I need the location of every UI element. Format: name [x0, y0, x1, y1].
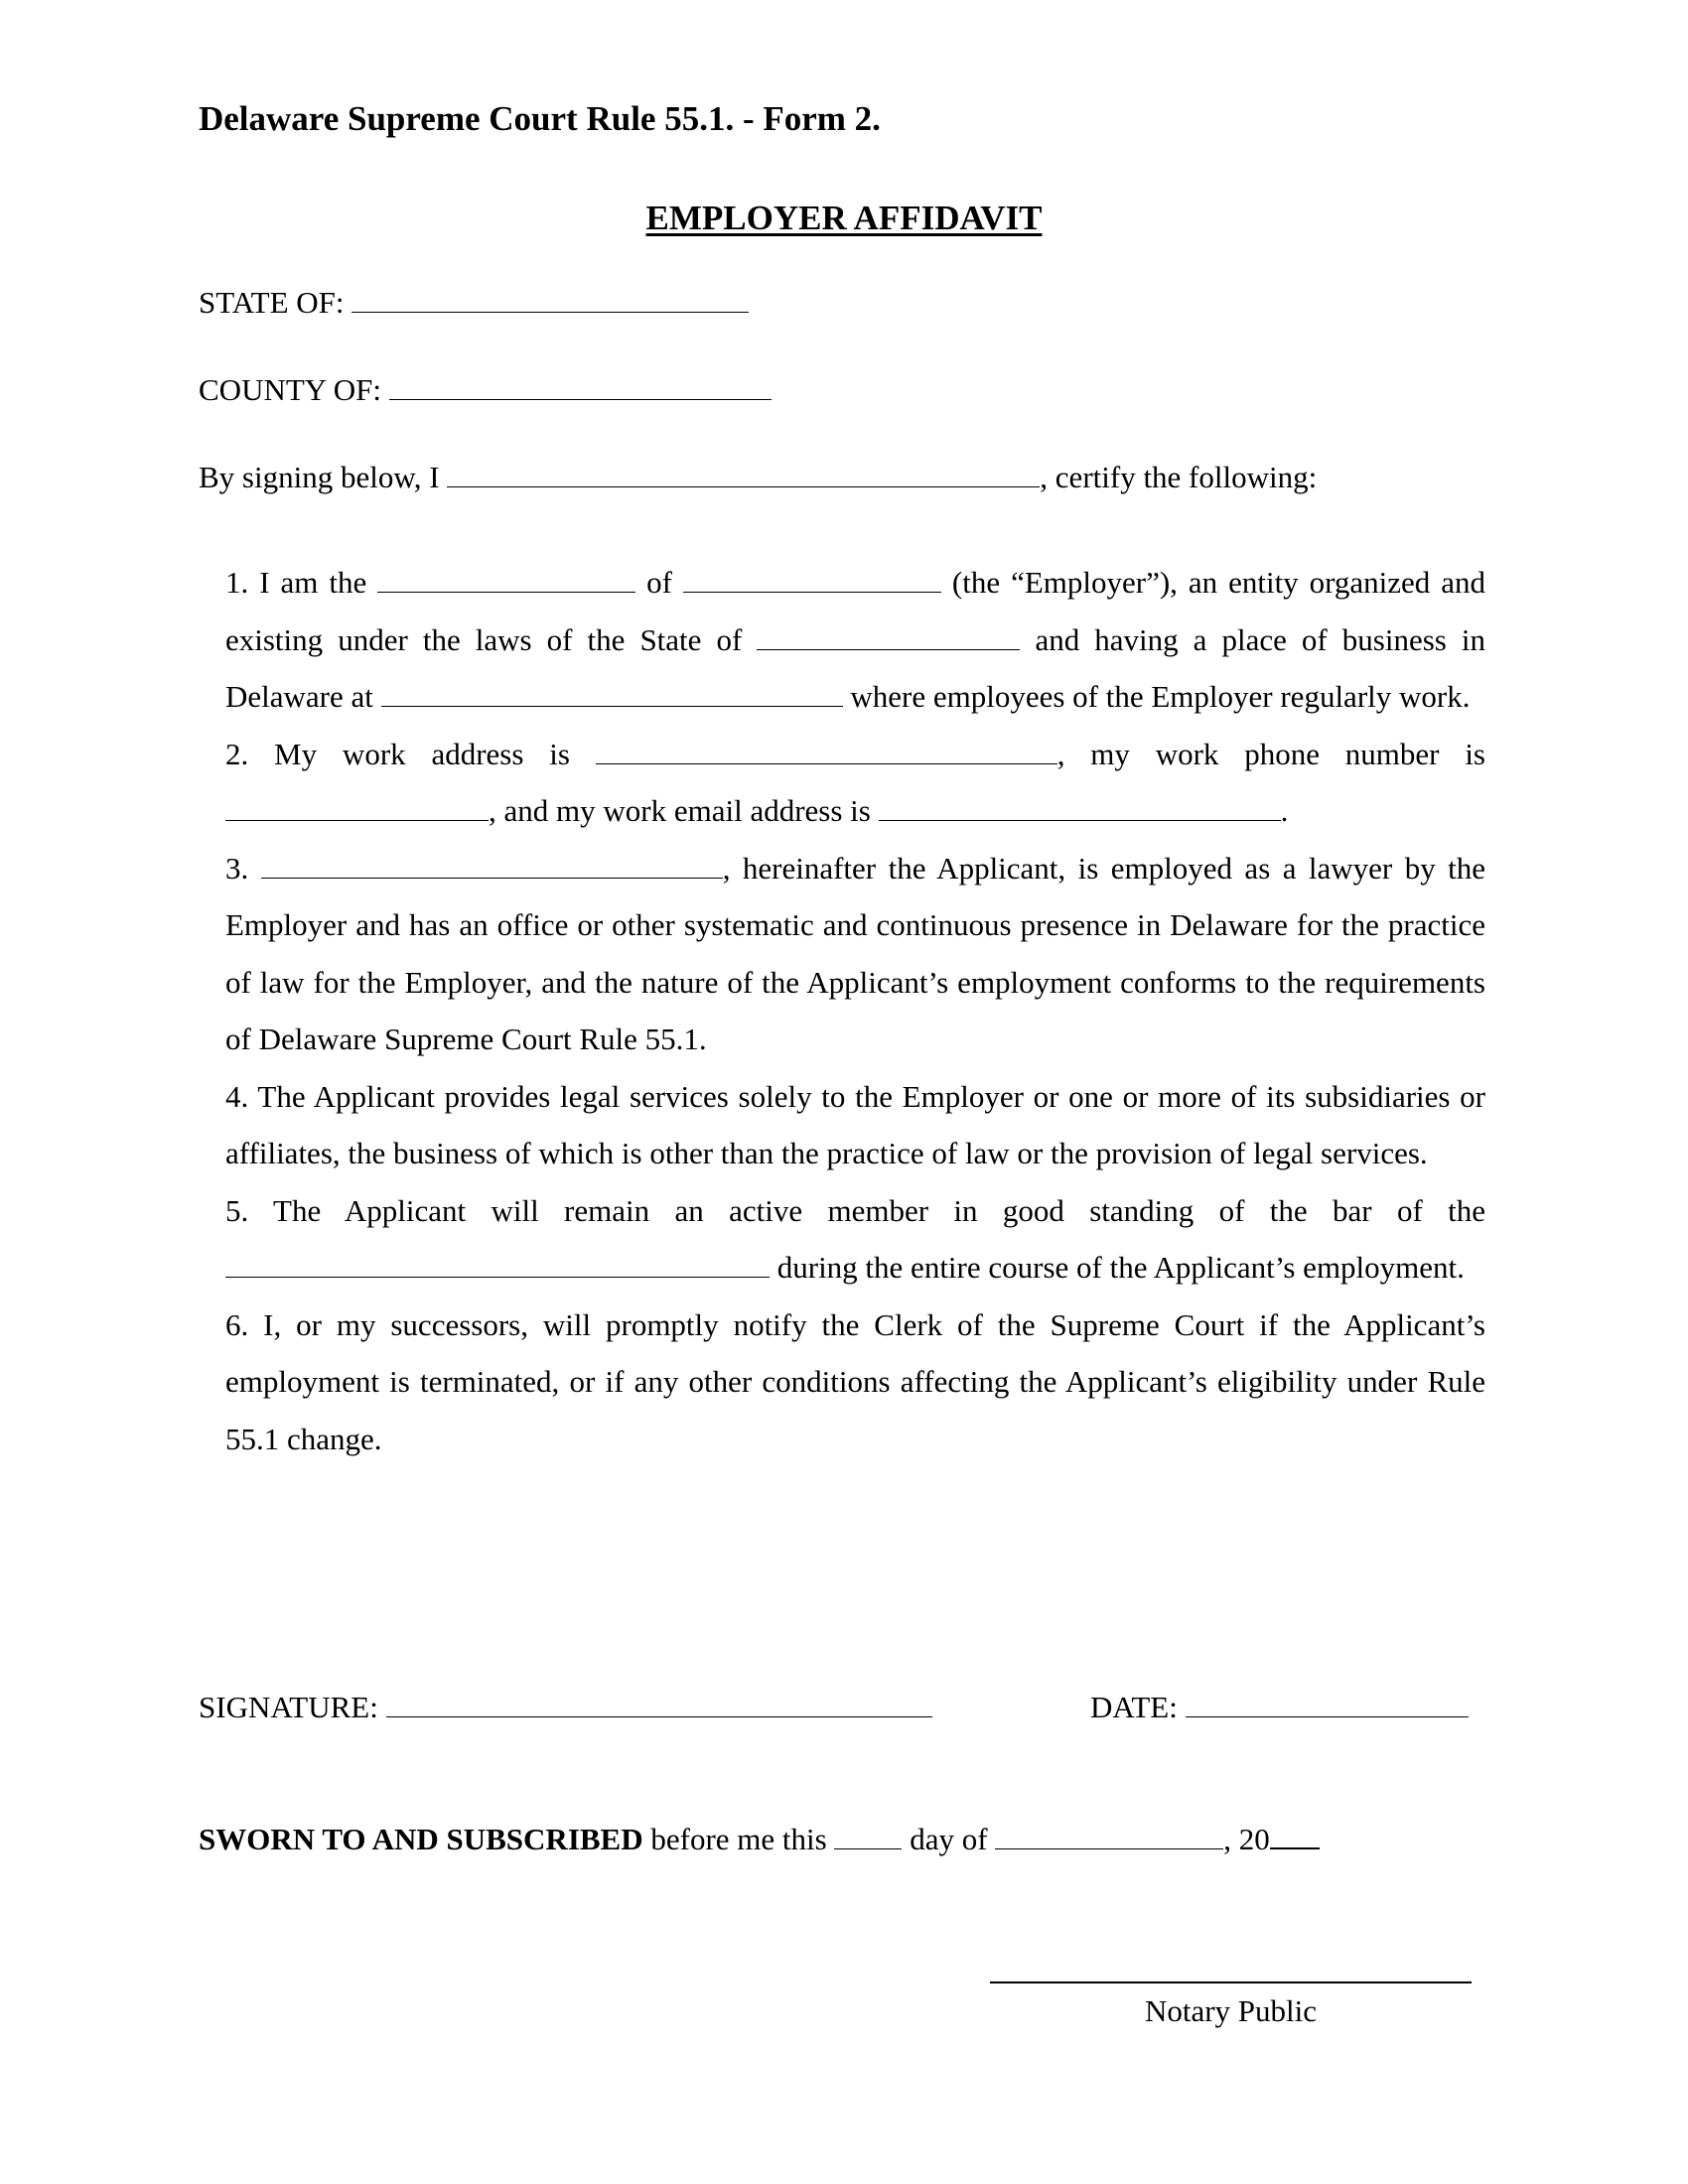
item1-text-2: of: [646, 565, 672, 600]
sworn-month-field[interactable]: [995, 1823, 1223, 1849]
bar-jurisdiction-field[interactable]: [225, 1251, 770, 1278]
delaware-business-address-field[interactable]: [381, 680, 843, 707]
certification-line: [199, 458, 1317, 497]
state-label: STATE OF:: [199, 285, 345, 320]
item1-text-1: 1. I am the: [225, 565, 367, 600]
item3-text-2: , hereinafter the Applicant, is employed as a lawyer by the Employer and has an office or other systematic and continuous presence in Delaware for the practice of law for the Employer, and the nature of the Applicant’s employment conforms to the requirements of Delaware Supreme Court Rule 55.1.: [225, 850, 1486, 1056]
item3-text-1: 3.: [225, 850, 249, 886]
county-field[interactable]: [389, 373, 772, 400]
county-label: COUNTY OF:: [199, 372, 382, 407]
affiant-name-field[interactable]: [447, 461, 1040, 487]
organization-state-field[interactable]: [757, 623, 1020, 650]
item1-text-4: and having a place of business in Delaware at: [225, 621, 1486, 714]
date-label: DATE:: [1090, 1690, 1178, 1724]
item5-text-2: during the entire course of the Applicant’s employment.: [776, 1250, 1465, 1285]
sworn-line: [199, 1820, 1320, 1859]
item2-text-4: .: [1280, 793, 1289, 828]
sworn-text-3: , 20: [1223, 1822, 1270, 1856]
work-address-field[interactable]: [596, 738, 1057, 764]
item1-text-5: where employees of the Employer regularly work.: [850, 679, 1471, 714]
sworn-day-field[interactable]: [834, 1823, 902, 1849]
item5-text-1: 5. The Applicant will remain an active member in good standing of the bar of the: [225, 1192, 1485, 1228]
date-field[interactable]: [1186, 1691, 1469, 1717]
notary-signature-line[interactable]: [990, 1981, 1472, 1983]
item1-text-3: (the “Employer”), an entity organized and existing under the laws of the State of: [225, 565, 1486, 657]
form-title-text: EMPLOYER AFFIDAVIT: [645, 199, 1043, 237]
sworn-bold-text: SWORN TO AND SUBSCRIBED: [199, 1822, 643, 1856]
applicant-name-field[interactable]: [261, 852, 723, 879]
item-2: [225, 726, 1485, 840]
form-title: [0, 199, 1688, 238]
item-5: [225, 1182, 1485, 1297]
certification-suffix: , certify the following:: [1040, 460, 1318, 494]
sworn-text-1: before me this: [650, 1822, 827, 1856]
employer-title-field[interactable]: [377, 566, 635, 593]
sworn-year-field[interactable]: [1270, 1822, 1320, 1849]
rule-title: Delaware Supreme Court Rule 55.1. - Form 2.: [199, 99, 881, 138]
item6-text: 6. I, or my successors, will promptly notify the Clerk of the Supreme Court if the Applicant’s employment is terminated, or if any other conditions affecting the Applicant’s eligibility under Rule 55.1 change.: [225, 1306, 1485, 1456]
item-6: [225, 1297, 1485, 1468]
item-4: [225, 1068, 1485, 1182]
item-1: [225, 554, 1485, 726]
signature-line: [199, 1688, 932, 1727]
item2-text-2: , my work phone number is: [1056, 736, 1485, 771]
sworn-text-2: day of: [910, 1822, 988, 1856]
signature-label: SIGNATURE:: [199, 1690, 378, 1724]
item2-text-1: 2. My work address is: [225, 736, 570, 771]
item-3: [225, 840, 1485, 1068]
item2-text-3: , and my work email address is: [489, 793, 871, 828]
county-line: [199, 370, 772, 410]
employer-name-field[interactable]: [683, 566, 941, 593]
state-field[interactable]: [352, 286, 749, 313]
signature-field[interactable]: [386, 1691, 932, 1717]
state-line: [199, 283, 749, 323]
notary-label: Notary Public: [1144, 1993, 1318, 2028]
affidavit-items: [225, 554, 1485, 1467]
date-line: [1090, 1688, 1469, 1727]
work-email-field[interactable]: [879, 794, 1281, 821]
certification-prefix: By signing below, I: [199, 460, 440, 494]
work-phone-field[interactable]: [225, 794, 489, 821]
item4-text: 4. The Applicant provides legal services solely to the Employer or one or more of its subsidiaries or affiliates, the business of which is other than the practice of law or the provision of legal services.: [225, 1078, 1485, 1170]
